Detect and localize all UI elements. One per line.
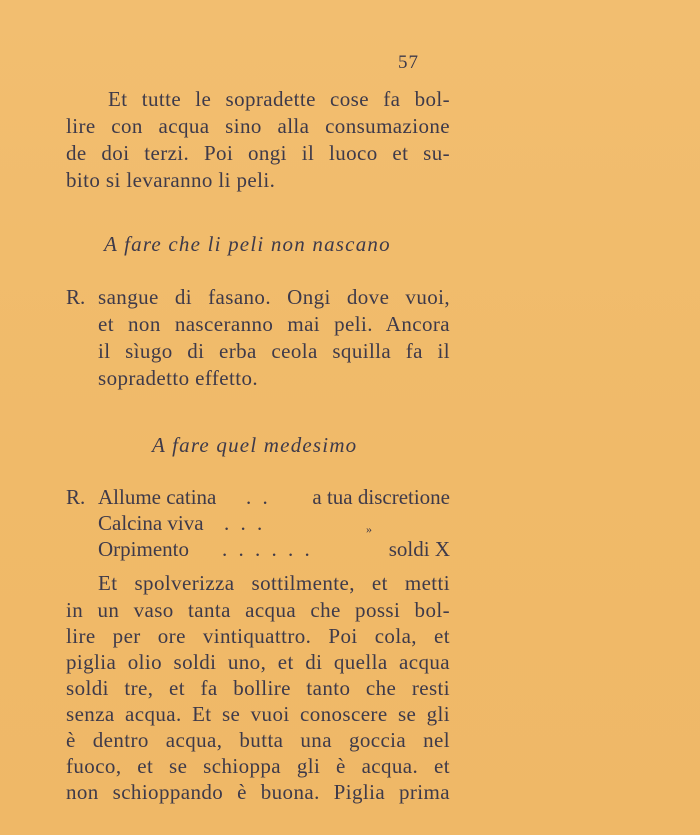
text-line: soldi tre, et fa bollire tanto che resti — [66, 676, 451, 700]
ingredient-name: Orpimento — [98, 537, 189, 561]
recipe-prefix: R. — [66, 285, 86, 309]
text-line: Et spolverizza sottilmente, et metti — [98, 571, 451, 595]
text-line: et non nasceranno mai peli. Ancora — [98, 312, 450, 336]
text-line: fuoco, et se schioppa gli è acqua. et — [66, 754, 450, 778]
text-line: piglia olio soldi uno, et di quella acqua — [66, 650, 451, 674]
text-line: senza acqua. Et se vuoi conoscere se gli — [66, 702, 451, 726]
text-line: bito si levaranno li peli. — [66, 168, 276, 192]
recipe-prefix: R. — [66, 485, 86, 509]
text-line: in un vaso tanta acqua che possi bol- — [66, 598, 450, 622]
text-line: lire per ore vintiquattro. Poi cola, et — [66, 624, 450, 648]
leader-dots: . . . . . . — [222, 537, 313, 561]
ingredient-name: Allume catina — [98, 485, 217, 509]
leader-dots: . . . — [224, 511, 266, 535]
text-line: sopradetto effetto. — [98, 366, 258, 390]
page-number: 57 — [398, 52, 419, 73]
ditto-mark: » — [366, 522, 372, 536]
text-line: sangue di fasano. Ongi dove vuoi, — [98, 285, 451, 309]
section-heading: A fare che li peli non nascano — [104, 232, 391, 256]
ingredient-name: Calcina viva — [98, 511, 204, 535]
text-line: il sìugo di erba ceola squilla fa il — [98, 339, 451, 363]
text-line: non schioppando è buona. Piglia prima — [66, 780, 450, 804]
text-line: è dentro acqua, butta una goccia nel — [66, 728, 451, 752]
ingredient-quantity: a tua discretione — [312, 485, 450, 509]
section-heading: A fare quel medesimo — [152, 433, 358, 457]
leader-dots: . . — [246, 485, 271, 509]
text-line: de doi terzi. Poi ongi il luoco et su- — [66, 141, 451, 165]
ingredient-quantity: soldi X — [388, 537, 450, 561]
text-line: Et tutte le sopradette cose fa bol- — [108, 87, 450, 111]
text-line: lire con acqua sino alla consumazione — [66, 114, 451, 138]
